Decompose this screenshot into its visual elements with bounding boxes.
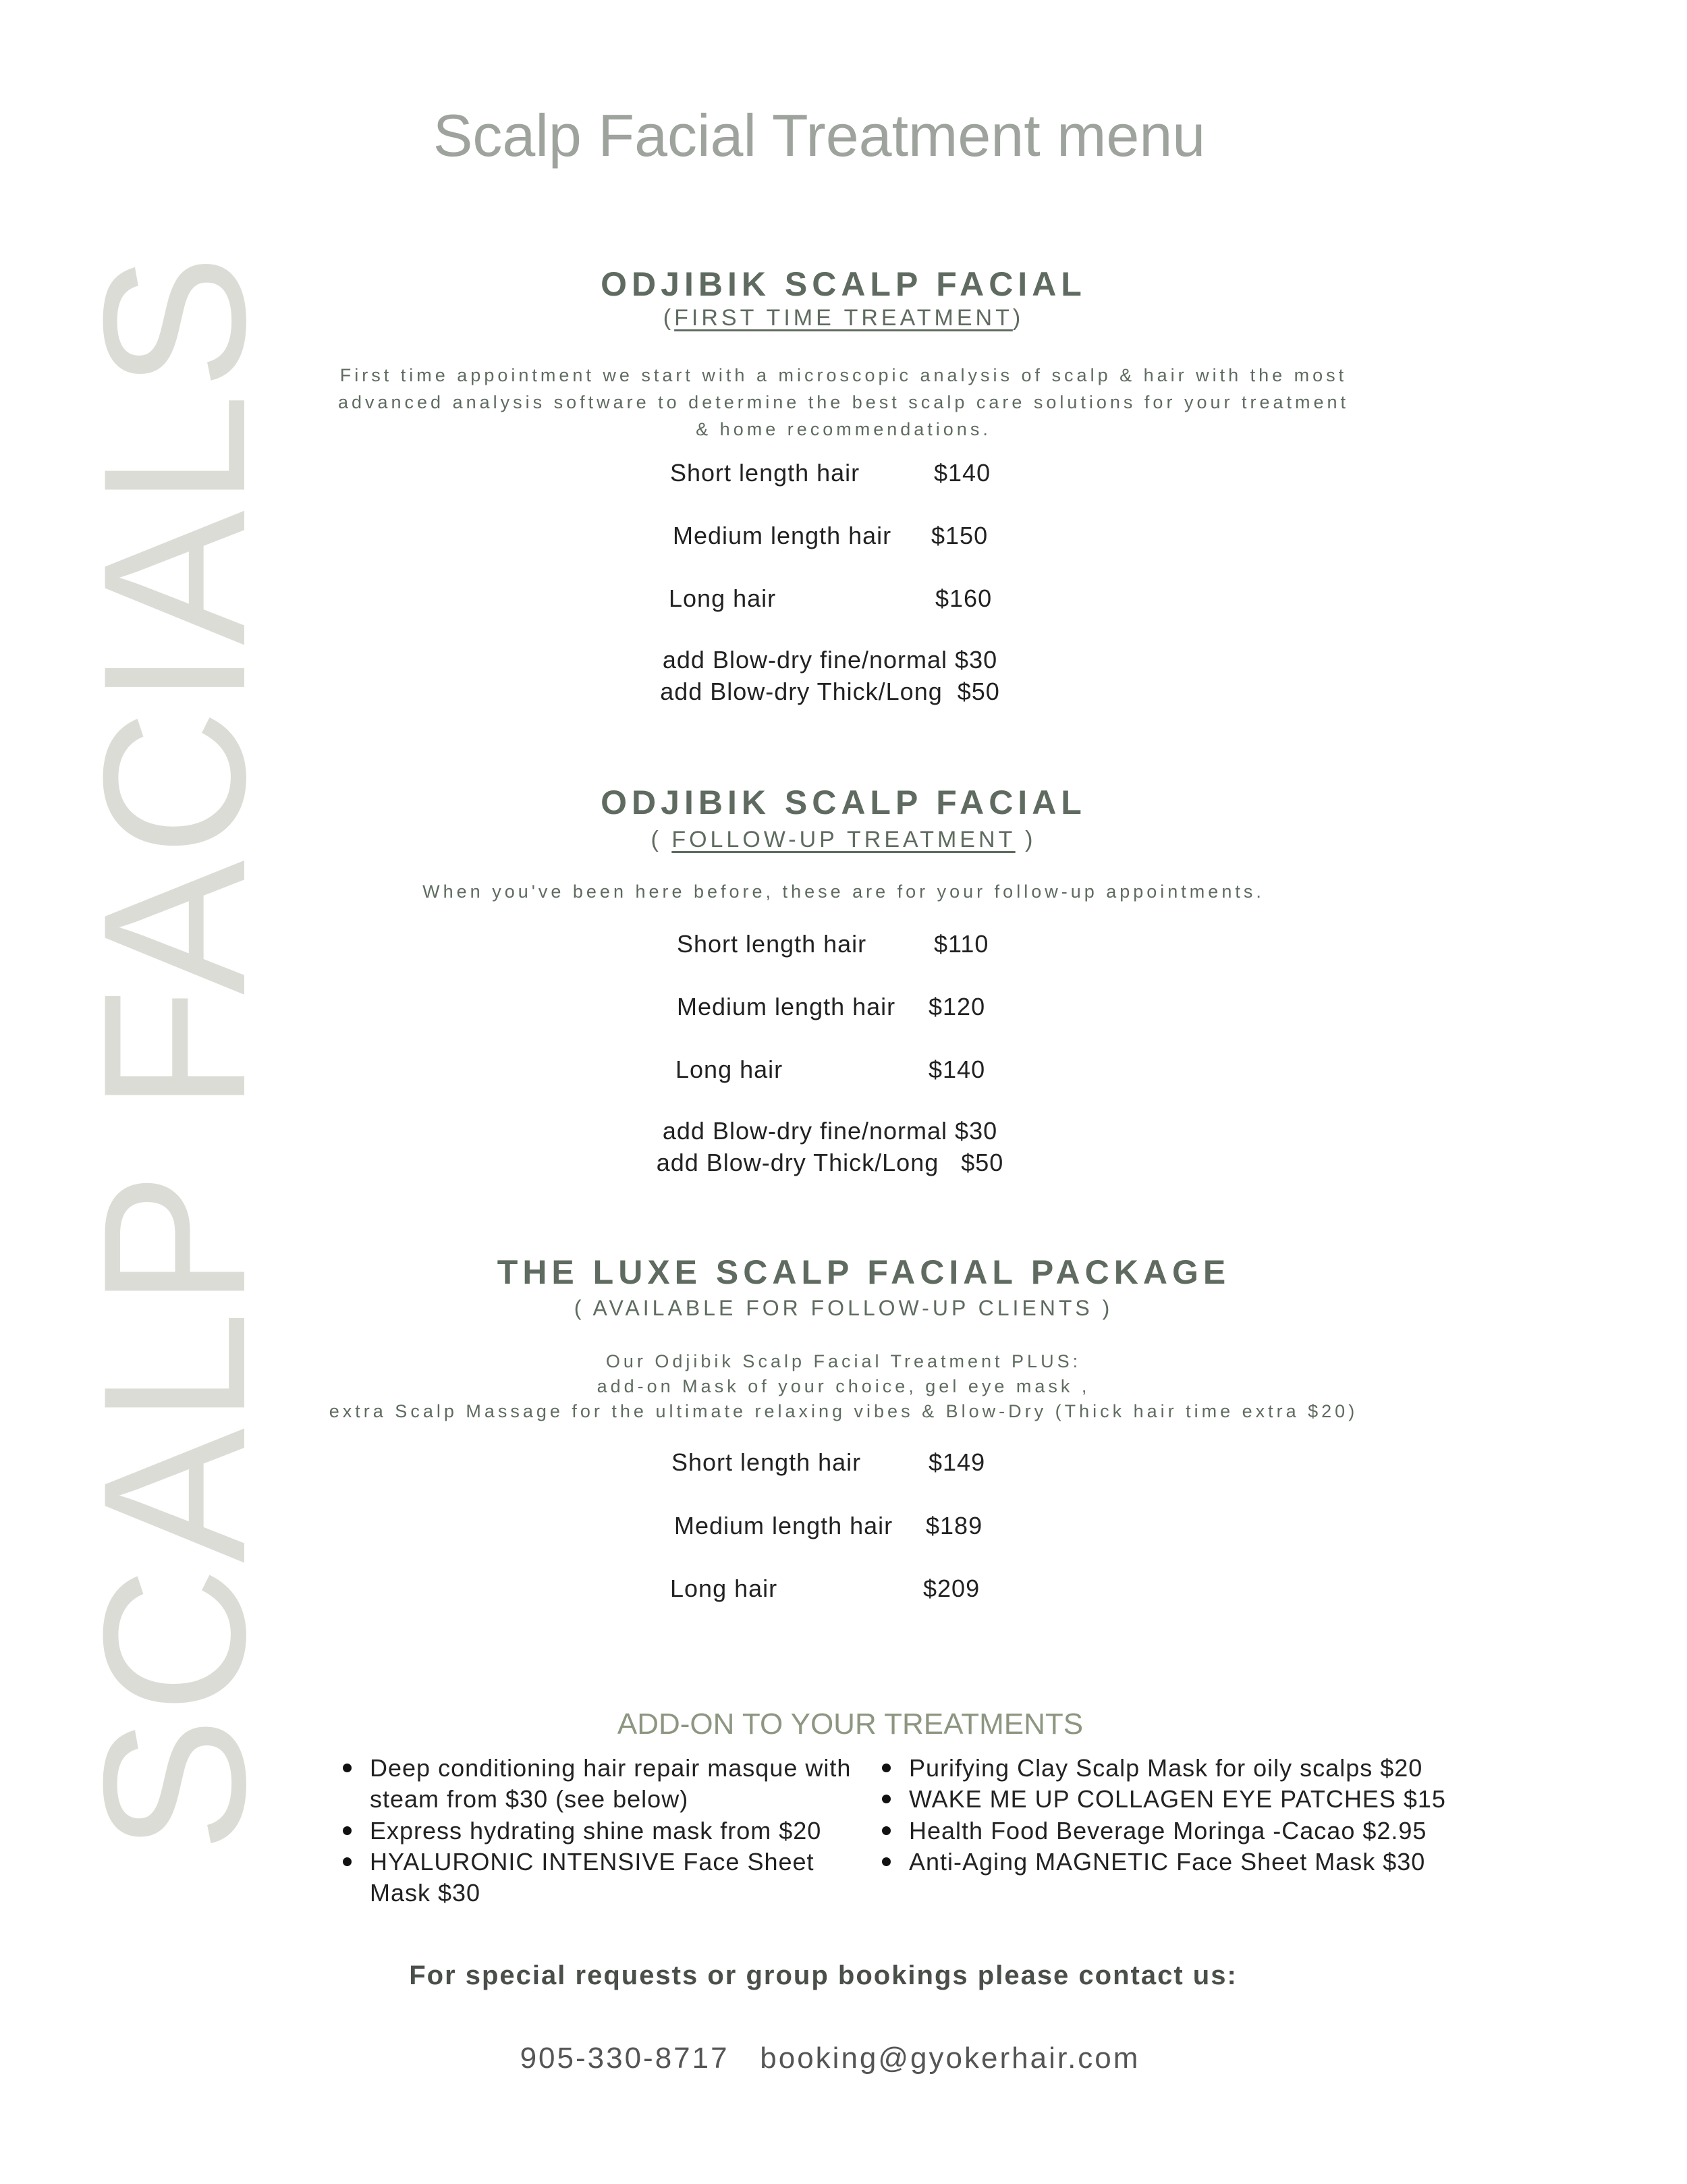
section-subheading bbox=[0, 827, 1687, 853]
price-label: Short length hair bbox=[677, 930, 867, 958]
price-value: $149 bbox=[929, 1448, 986, 1476]
section-subheading: ( AVAILABLE FOR FOLLOW-UP CLIENTS ) bbox=[574, 1296, 1113, 1320]
desc-line: advanced analysis software to determine the best scalp care solutions for your treatment bbox=[337, 392, 1350, 412]
price-value: $189 bbox=[926, 1512, 983, 1539]
side-title: SCALP FACIALS bbox=[61, 250, 287, 1853]
blowdry-addon: add Blow-dry Thick/Long $50 bbox=[660, 678, 1000, 705]
addon-item: Anti-Aging MAGNETIC Face Sheet Mask $30 bbox=[909, 1847, 1584, 1878]
page-title: Scalp Facial Treatment menu bbox=[433, 102, 1206, 169]
price-label: Medium length hair bbox=[673, 522, 892, 549]
addon-item: WAKE ME UP COLLAGEN EYE PATCHES $15 bbox=[909, 1784, 1584, 1815]
price-label: Short length hair bbox=[671, 1448, 862, 1476]
section-heading: THE LUXE SCALP FACIAL PACKAGE bbox=[497, 1253, 1231, 1291]
subheading-text: FIRST TIME TREATMENT bbox=[674, 305, 1013, 331]
subheading-text: FOLLOW-UP TREATMENT bbox=[671, 827, 1016, 852]
addon-item: Health Food Beverage Moringa -Cacao $2.95 bbox=[909, 1816, 1584, 1847]
price-value: $150 bbox=[931, 522, 989, 549]
email-link[interactable]: booking@gyokerhair.com bbox=[760, 2042, 1140, 2075]
section-subheading bbox=[0, 305, 1687, 331]
section-heading: ODJIBIK SCALP FACIAL bbox=[601, 784, 1086, 821]
addon-item: Express hydrating shine mask from $20 bbox=[370, 1816, 883, 1847]
desc-line: When you've been here before, these are for your follow-up appointments. bbox=[422, 881, 1265, 902]
price-value: $140 bbox=[929, 1056, 986, 1083]
phone-link[interactable]: 905-330-8717 bbox=[520, 2042, 729, 2075]
section-heading: ODJIBIK SCALP FACIAL bbox=[601, 265, 1086, 303]
desc-line: extra Scalp Massage for the ultimate relaxing vibes & Blow-Dry (Thick hair time extra $20) bbox=[329, 1401, 1358, 1421]
desc-line: & home recommendations. bbox=[696, 419, 991, 439]
addons-heading: ADD-ON TO YOUR TREATMENTS bbox=[617, 1708, 1084, 1741]
desc-line: Our Odjibik Scalp Facial Treatment PLUS: bbox=[605, 1351, 1082, 1371]
desc-line: add-on Mask of your choice, gel eye mask , bbox=[597, 1376, 1090, 1396]
price-label: Short length hair bbox=[670, 459, 860, 487]
price-label: Long hair bbox=[675, 1056, 783, 1083]
price-label: Medium length hair bbox=[677, 993, 896, 1020]
blowdry-addon: add Blow-dry fine/normal $30 bbox=[662, 646, 998, 674]
price-value: $209 bbox=[923, 1575, 980, 1602]
price-label: Long hair bbox=[669, 584, 777, 612]
paren: ) bbox=[1012, 305, 1024, 331]
paren: ) bbox=[1015, 827, 1036, 852]
section-description bbox=[0, 1349, 1687, 1424]
section-description bbox=[0, 362, 1687, 443]
blowdry-addon: add Blow-dry Thick/Long $50 bbox=[656, 1149, 1004, 1176]
price-label: Long hair bbox=[670, 1575, 778, 1602]
desc-line: First time appointment we start with a microscopic analysis of scalp & hair with the most bbox=[339, 365, 1348, 385]
price-value: $110 bbox=[934, 930, 989, 958]
paren: ( bbox=[663, 305, 675, 331]
addon-item: HYALURONIC INTENSIVE Face Sheet Mask $30 bbox=[370, 1847, 856, 1909]
addon-item: Deep conditioning hair repair masque with steam from $30 (see below) bbox=[370, 1753, 862, 1815]
price-label: Medium length hair bbox=[674, 1512, 893, 1539]
price-value: $120 bbox=[929, 993, 986, 1020]
addon-item: Purifying Clay Scalp Mask for oily scalps $20 bbox=[909, 1753, 1584, 1784]
contact-text: For special requests or group bookings please contact us: bbox=[409, 1961, 1238, 1990]
price-value: $140 bbox=[934, 459, 991, 487]
price-value: $160 bbox=[935, 584, 993, 612]
section-description bbox=[0, 878, 1687, 905]
blowdry-addon: add Blow-dry fine/normal $30 bbox=[662, 1117, 998, 1145]
contact-info bbox=[0, 2042, 1660, 2075]
paren: ( bbox=[651, 827, 672, 852]
